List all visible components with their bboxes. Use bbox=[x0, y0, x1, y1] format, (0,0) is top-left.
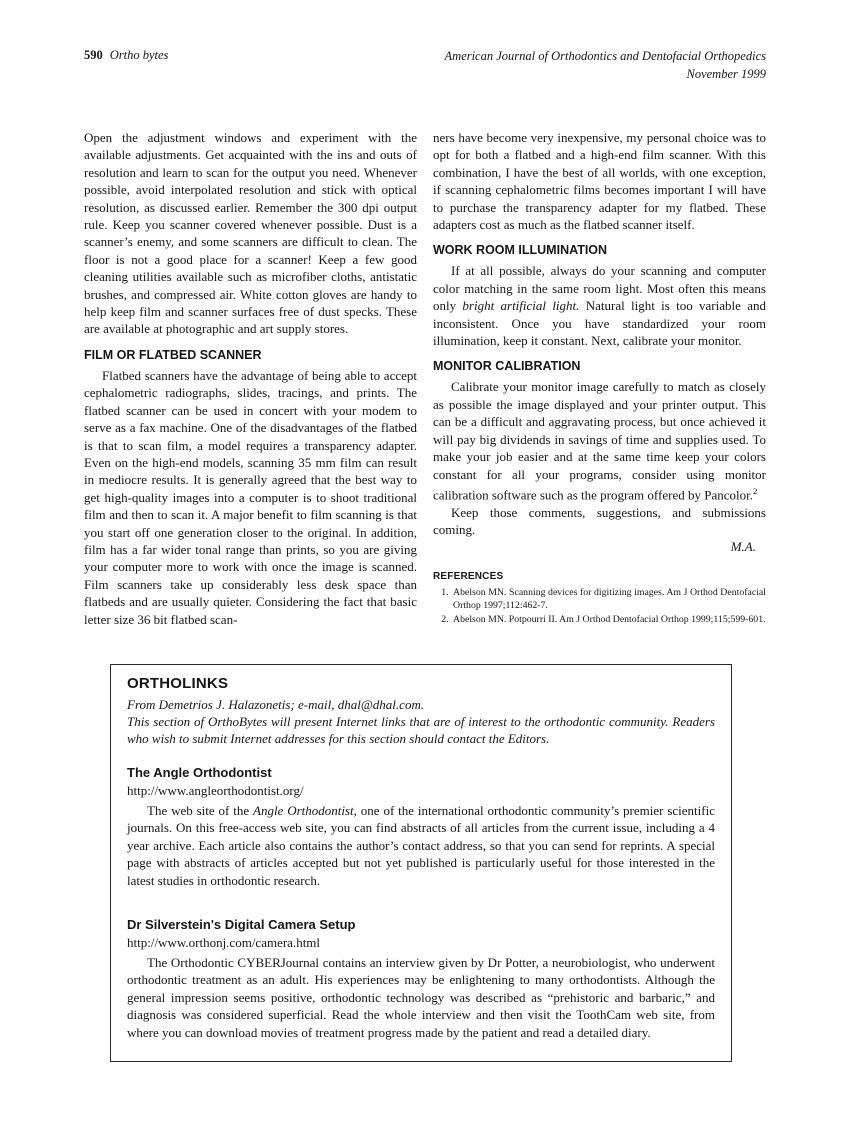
paragraph-flatbed-scanners: Flatbed scanners have the advantage of being able to accept cephalometric radiographs, slides, tracings, and prints. The flatbed scanner can be used in concert with your modem to serve as a fax machine. One of the disadvantages of the flatbed is that to scan film, a model requires a transparency adapter. Even on the high-end models, scanning 35 mm film can result in mediocre results. It is generally agreed that the best way to get high-quality images into a computer is to shoot traditional film and then to scan it. A major benefit to film scanning is that you start off one generation closer to the original. In addition, film has a far wider tonal range than prints, so you are giving your computer more to work with once the image is scanned. Film scanners take up considerably less desk space than flatbeds and are usually quieter. Considering the fact that basic letter size 36 bit flatbed scan- bbox=[84, 367, 417, 627]
entry-url: http://www.angleorthodontist.org/ bbox=[127, 782, 304, 798]
paragraph-scanner-choice: ners have become very inexpensive, my personal choice was to opt for both a flatbed and a high-end film scanner. With this combination, I have the best of all worlds, with one exception, if scanning cephalometric films becomes important I will have to purchase the transparency adapter for my flatbed. These adapters cost as much as the flatbed scanner itself. bbox=[433, 130, 766, 233]
author-initials: M.A. bbox=[730, 539, 756, 555]
article-body bbox=[84, 129, 766, 628]
heading-work-room-illumination: WORK ROOM ILLUMINATION bbox=[433, 243, 608, 258]
page-number: 590 bbox=[84, 48, 103, 62]
paragraph-room-light: If at all possible, always do your scanning and computer color matching in the same room light. Most often this means only bright artificial light. Natural light is too variable and inconsistent. Once you have standardized your room illumination, keep it constant. Next, calibrate your monitor. bbox=[433, 263, 766, 349]
ortholinks-title: ORTHOLINKS bbox=[127, 674, 229, 692]
running-head-left bbox=[84, 48, 168, 63]
paragraph-calibration: Calibrate your monitor image carefully to match as closely as possible the image displayed and your printer output. This can be a difficult and aggravating process, but once achieved it will pay big dividends in savings of time and supplies used. To make your job easier and at the same time keep your colors constant for all your programs, consider using monitor calibration software such as the program offered by Pancolor.$^2$ bbox=[433, 379, 766, 503]
entry-title: The Angle Orthodontist bbox=[127, 764, 272, 780]
ortholinks-intro: This section of OrthoBytes will present Internet links that are of interest to the orthodontic community. Readers who wish to submit Internet addresses for this section should contact the Editors. bbox=[127, 713, 715, 746]
entry-description: The Orthodontic CYBERJournal contains an interview given by Dr Potter, a neurobiologist, who underwent orthodontic treatment as an adult. His experiences may be enlightening to many orthodontists. Although the general impression seems positive, orthodontic technology was described as “prehistoric and barbaric,” and diagnosis was considered superficial. Read the whole interview and then visit the ToothCam web site, from where you can download movies of treatment progress made by the patient and read a detailed diary. bbox=[127, 955, 715, 1040]
journal-title: American Journal of Orthodontics and Dentofacial Orthopedics bbox=[444, 49, 766, 63]
ortholinks-byline: From Demetrios J. Halazonetis; e-mail, dhal@dhal.com. bbox=[127, 696, 425, 712]
heading-film-or-flatbed-scanner: FILM OR FLATBED SCANNER bbox=[84, 347, 262, 362]
reference-item: 1. Abelson MN. Scanning devices for digitizing images. Am J Orthod Dentofacial Orthop 1997;112:462-7. bbox=[451, 587, 766, 612]
left-column bbox=[84, 129, 417, 628]
reference-item: 2. Abelson MN. Potpourri II. Am J Orthod Dentofacial Orthop 1999;115;599-601. bbox=[451, 614, 766, 627]
link-entry-angle-orthodontist bbox=[127, 765, 715, 889]
closing-line: Keep those comments, suggestions, and submissions coming. bbox=[433, 504, 766, 538]
section-title: Ortho bytes bbox=[109, 48, 169, 62]
entry-url: http://www.orthonj.com/camera.html bbox=[127, 935, 321, 950]
page-header bbox=[84, 48, 766, 83]
ortholinks-box bbox=[110, 664, 732, 1062]
entry-title: Dr Silverstein's Digital Camera Setup bbox=[127, 917, 356, 932]
issue-date: November 1999 bbox=[686, 66, 766, 81]
running-head-right bbox=[445, 48, 767, 83]
references-list bbox=[433, 587, 766, 626]
right-column bbox=[433, 129, 766, 628]
paragraph-scanner-tips: Open the adjustment windows and experiment with the available adjustments. Get acquainted with the ins and outs of resolution and learn to scan for the output you need. Whenever possible, avoid interpolated resolution and stick with optical resolution, as discussed earlier. Remember the 300 dpi output rule. Keep you scanner covered whenever possible. Dust is a scanner’s enemy, and some scanners are difficult to clean. The floor is not a good place for a scanner! Keep a few good cleaning utilities available such as microfiber cloths, antistatic brushes, and compressed air. White cotton gloves are handy to help keep film and scanner surfaces free of dust specks. These are available at photographic and art supply stores. bbox=[84, 130, 417, 337]
heading-monitor-calibration: MONITOR CALIBRATION bbox=[433, 359, 581, 374]
references-heading: REFERENCES bbox=[433, 571, 504, 583]
entry-description: The web site of the Angle Orthodontist, one of the international orthodontic community’s premier scientific journals. On this free-access web site, you can find abstracts of all articles from the current issue, including a 4 year archive. Each article also contains the author’s contact address, so that you can send for reprints. A special page with abstracts of articles accepted but not yet published is particularly useful for those interested in the latest studies in orthodontic research. bbox=[127, 802, 715, 888]
link-entry-digital-camera-setup bbox=[127, 917, 715, 1041]
